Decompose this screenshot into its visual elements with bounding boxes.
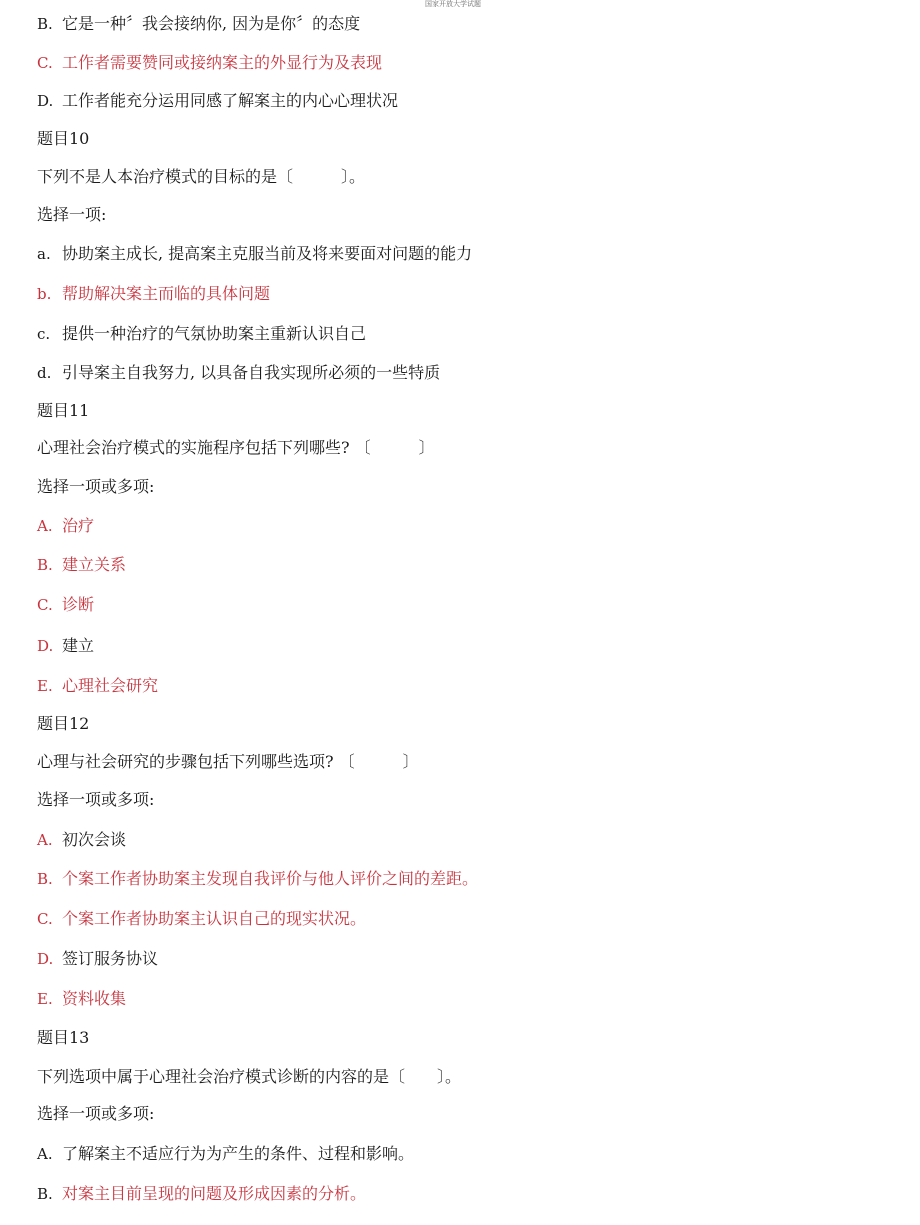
- option-label: B.: [37, 15, 53, 33]
- option-q12-b: [37, 868, 478, 890]
- question-instruction-12: 选择一项或多项:: [37, 790, 155, 809]
- option-label: E.: [37, 677, 53, 695]
- option-text: 建立: [62, 636, 95, 655]
- option-q9-c: [37, 52, 382, 74]
- option-text: 资料收集: [62, 989, 127, 1008]
- option-label: B.: [37, 556, 53, 574]
- option-text: 个案工作者协助案主发现自我评价与他人评价之间的差距。: [62, 869, 479, 888]
- option-q11-e: [37, 675, 158, 697]
- option-q12-e: [37, 988, 126, 1010]
- option-q10-a: [37, 243, 472, 265]
- option-text: 签订服务协议: [62, 949, 159, 968]
- option-text: 建立关系: [62, 555, 127, 574]
- option-label: D.: [37, 92, 54, 110]
- option-label: D.: [37, 637, 54, 655]
- option-q11-b: [37, 554, 126, 576]
- option-label: E.: [37, 990, 53, 1008]
- option-q11-a: [37, 515, 94, 537]
- option-text: 心理社会研究: [62, 676, 159, 695]
- option-label: C.: [37, 54, 53, 72]
- option-q12-a: [37, 829, 126, 851]
- option-text: 工作者需要赞同或接纳案主的外显行为及表现: [62, 53, 383, 72]
- option-label: A.: [37, 831, 53, 849]
- option-q11-d: [37, 635, 94, 657]
- option-text: 诊断: [62, 595, 95, 614]
- option-q13-b: [37, 1183, 366, 1205]
- option-q12-c: [37, 908, 366, 930]
- option-q11-c: [37, 594, 94, 616]
- option-text: 对案主目前呈现的问题及形成因素的分析。: [62, 1184, 367, 1203]
- option-q10-c: [37, 323, 366, 345]
- question-title-12: 题目12: [37, 714, 90, 733]
- question-stem-12: 心理与社会研究的步骤包括下列哪些选项? 〔 〕: [37, 752, 419, 771]
- option-q12-d: [37, 948, 158, 970]
- question-stem-10: 下列不是人本治疗模式的目标的是〔 〕。: [37, 167, 366, 186]
- question-stem-11: 心理社会治疗模式的实施程序包括下列哪些? 〔 〕: [37, 438, 435, 457]
- question-instruction-13: 选择一项或多项:: [37, 1104, 155, 1123]
- option-label: D.: [37, 950, 54, 968]
- header-note: 国家开放大学试题: [425, 0, 481, 8]
- option-label: C.: [37, 596, 53, 614]
- question-instruction-10: 选择一项:: [37, 205, 107, 224]
- option-text: 个案工作者协助案主认识自己的现实状况。: [62, 909, 367, 928]
- option-text: 帮助解决案主而临的具体问题: [62, 284, 271, 303]
- option-label: d.: [37, 364, 52, 382]
- option-text: 治疗: [62, 516, 95, 535]
- option-label: c.: [37, 325, 51, 343]
- option-q9-b: [37, 13, 360, 35]
- option-q10-b: [37, 283, 270, 305]
- option-text: 工作者能充分运用同感了解案主的内心心理状况: [62, 91, 399, 110]
- option-label: b.: [37, 285, 52, 303]
- question-stem-13: 下列选项中属于心理社会治疗模式诊断的内容的是〔 〕。: [37, 1067, 462, 1086]
- option-label: C.: [37, 910, 53, 928]
- question-title-10: 题目10: [37, 129, 90, 148]
- option-label: B.: [37, 870, 53, 888]
- option-q10-d: [37, 362, 440, 384]
- option-label: A.: [37, 517, 53, 535]
- option-text: 引导案主自我努力, 以具备自我实现所必须的一些特质: [62, 363, 441, 382]
- option-text: 协助案主成长, 提高案主克服当前及将来要面对问题的能力: [62, 244, 473, 263]
- question-title-11: 题目11: [37, 401, 90, 420]
- option-q9-d: [37, 90, 398, 112]
- option-label: B.: [37, 1185, 53, 1203]
- option-q13-a: [37, 1143, 414, 1165]
- option-text: 提供一种治疗的气氛协助案主重新认识自己: [62, 324, 367, 343]
- option-text: 它是一种〞我会接纳你, 因为是你〞的态度: [62, 14, 361, 33]
- question-title-13: 题目13: [37, 1028, 90, 1047]
- option-label: A.: [37, 1145, 53, 1163]
- option-label: a.: [37, 245, 51, 263]
- option-text: 初次会谈: [62, 830, 127, 849]
- question-instruction-11: 选择一项或多项:: [37, 477, 155, 496]
- option-text: 了解案主不适应行为为产生的条件、过程和影响。: [62, 1144, 415, 1163]
